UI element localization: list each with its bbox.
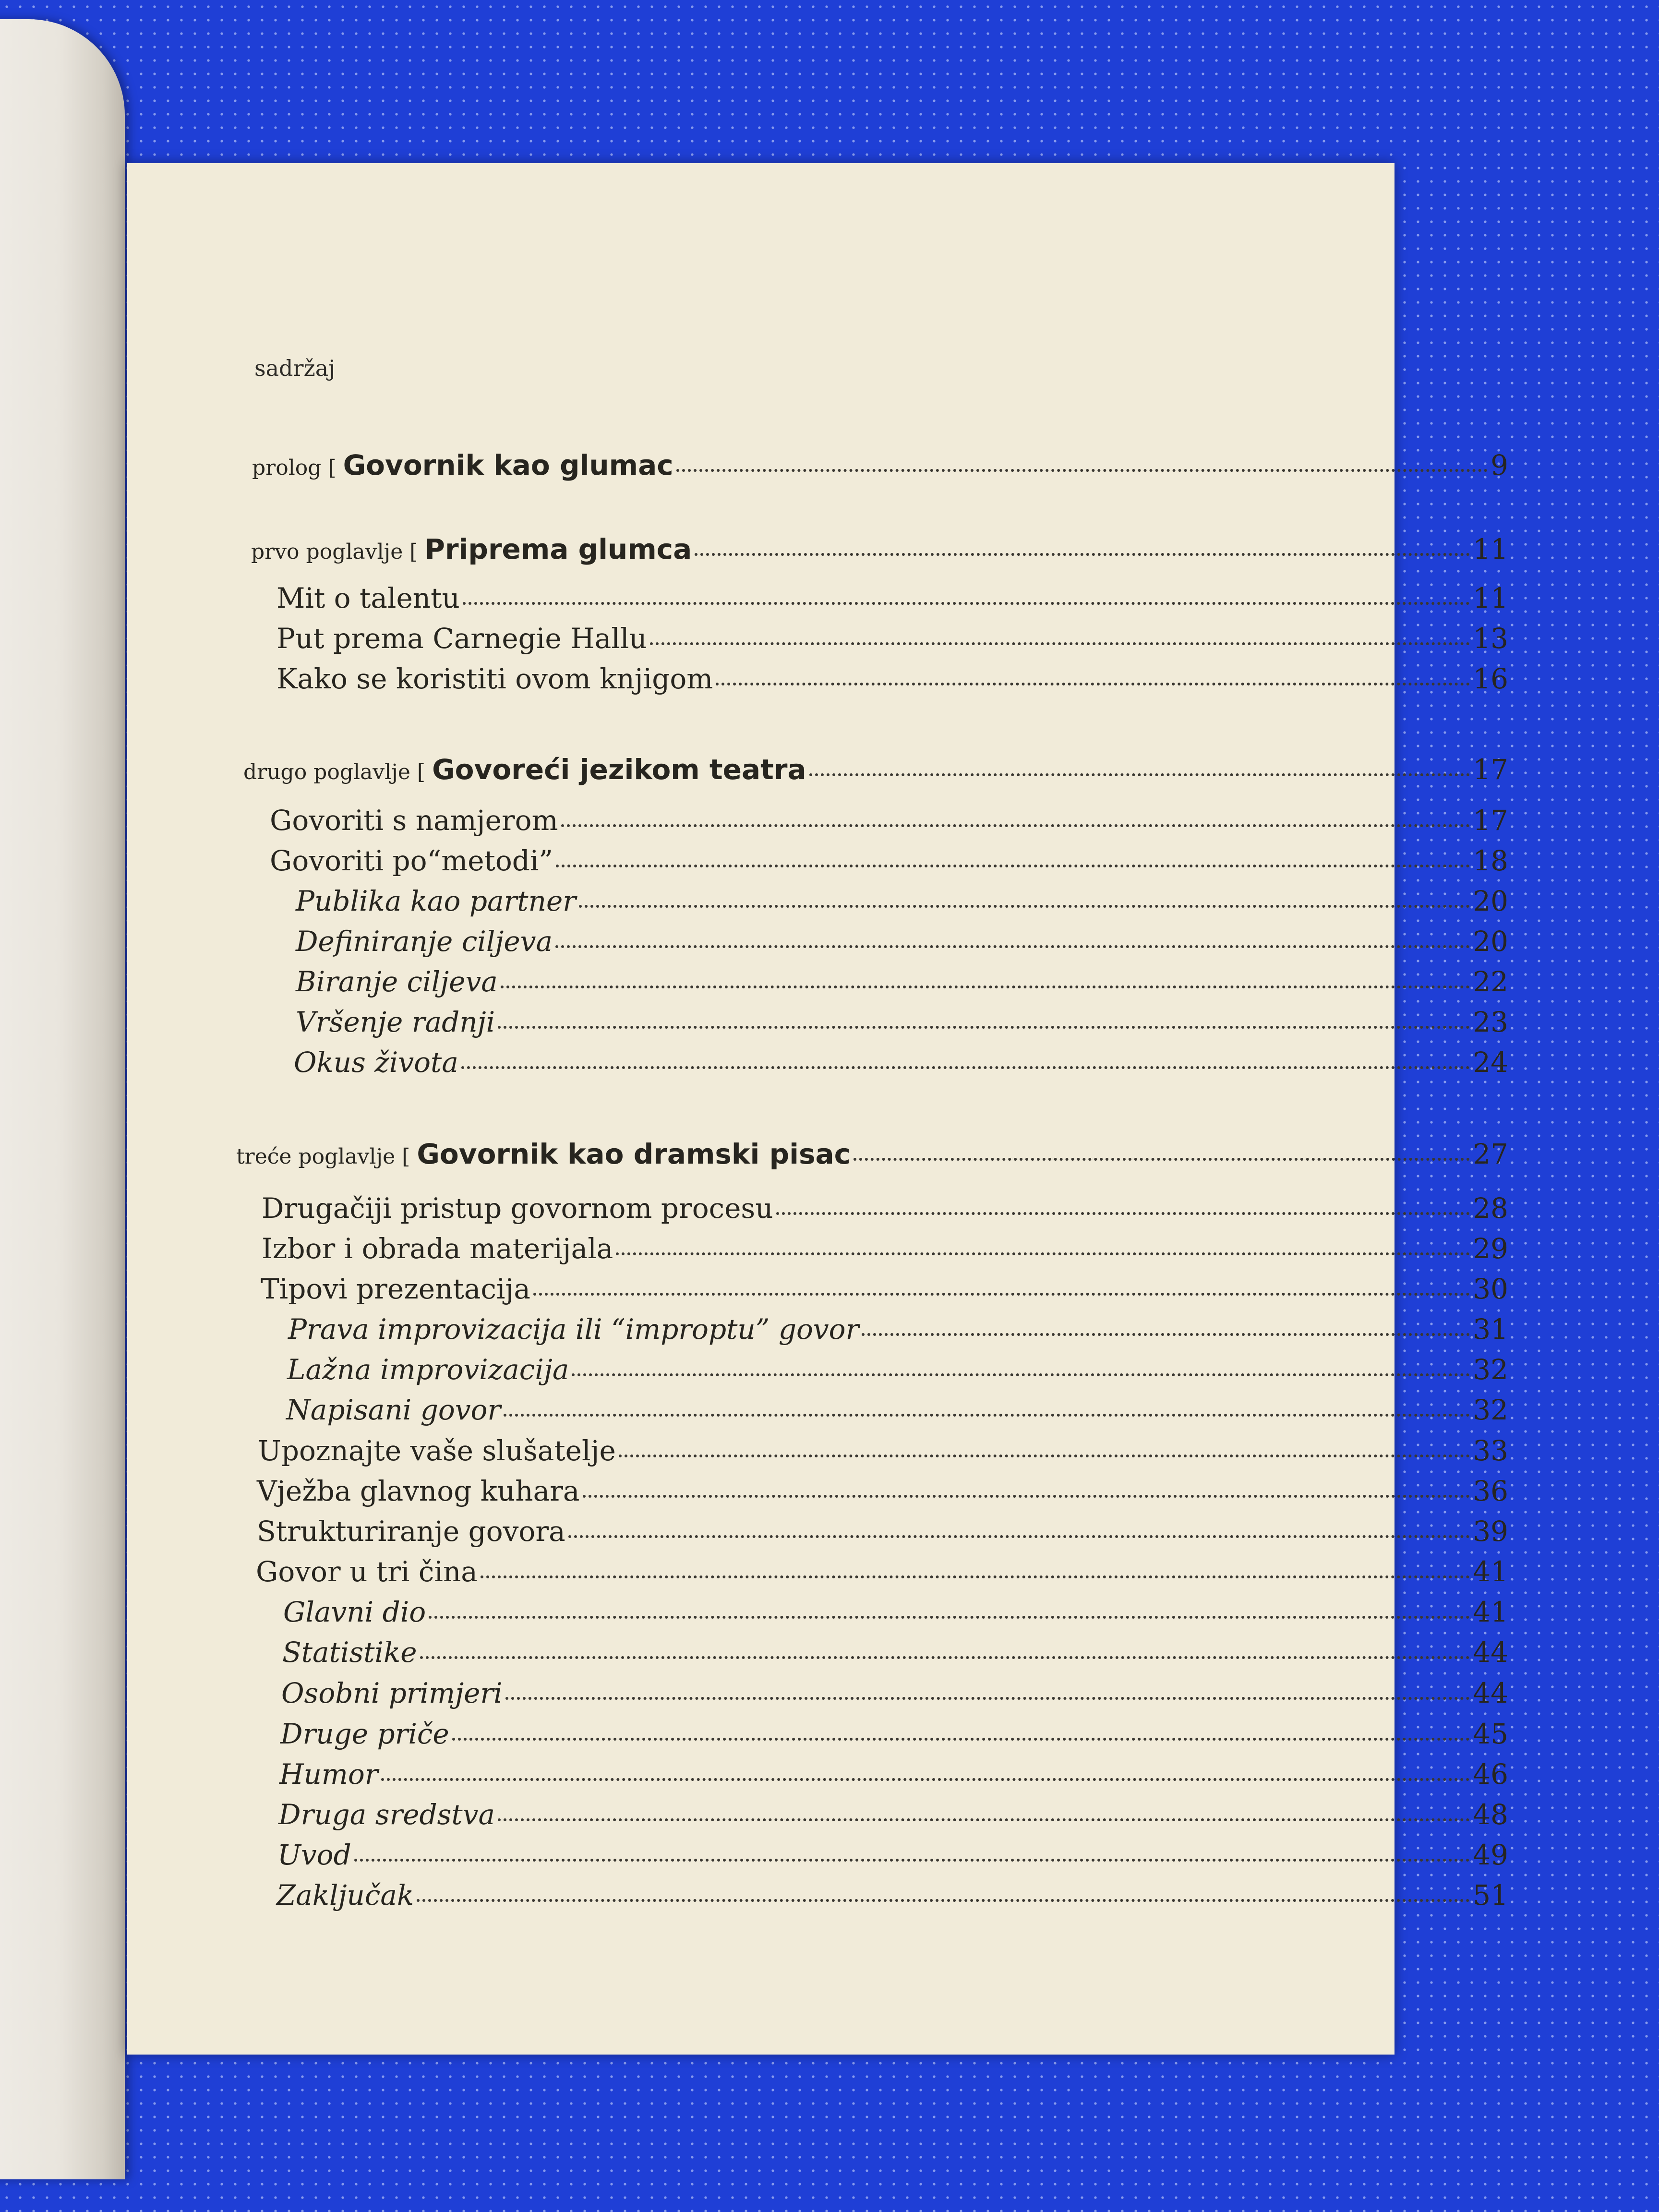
toc-subentry-row <box>296 885 1508 917</box>
dot-leader <box>695 553 1470 556</box>
dot-leader <box>501 986 1470 988</box>
dot-leader <box>579 905 1470 908</box>
page-number: 27 <box>1473 1138 1508 1170</box>
dot-leader <box>498 1026 1470 1029</box>
page-number: 22 <box>1473 965 1508 998</box>
toc-subentry-row <box>287 1353 1508 1386</box>
chapter-prefix: treće poglavlje [ <box>236 1144 410 1169</box>
entry-title: Upoznajte vaše slušatelje <box>258 1434 616 1467</box>
chapter-title: Govornik kao glumac <box>343 449 673 481</box>
entry-title: Vježba glavnog kuhara <box>257 1475 580 1507</box>
page-number: 41 <box>1473 1555 1508 1588</box>
toc-subentry-row <box>278 1798 1508 1831</box>
dot-leader <box>568 1535 1470 1538</box>
dot-leader <box>429 1616 1470 1619</box>
dot-leader <box>572 1373 1470 1376</box>
page-number: 23 <box>1473 1006 1508 1038</box>
toc-entry-row <box>257 1515 1508 1548</box>
dot-leader <box>498 1818 1470 1821</box>
dot-leader <box>616 1252 1470 1255</box>
page-number: 39 <box>1473 1515 1508 1548</box>
entry-title: Publika kao partner <box>296 885 576 917</box>
toc-heading: sadržaj <box>254 355 336 381</box>
dot-leader <box>481 1575 1470 1578</box>
entry-title: Izbor i obrada materijala <box>262 1232 613 1265</box>
toc-subentry-row <box>282 1636 1508 1669</box>
chapter-title: Govornik kao dramski pisac <box>417 1138 851 1170</box>
dot-leader <box>555 945 1470 948</box>
entry-title: Zaključak <box>276 1879 414 1911</box>
entry-title: Definiranje ciljeva <box>296 925 553 958</box>
entry-title: Prava improvizacija ili “improptu” govor <box>288 1313 859 1346</box>
dot-leader <box>417 1899 1470 1902</box>
entry-title: Biranje ciljeva <box>296 965 498 998</box>
entry-title: Tipovi prezentacija <box>261 1273 530 1305</box>
entry-title: Kako se koristiti ovom knjigom <box>276 662 713 695</box>
facing-page <box>0 19 125 2179</box>
chapter-prefix: prolog [ <box>252 456 337 480</box>
entry-title: Druga sredstva <box>278 1798 495 1831</box>
entry-title: Govoriti po“metodi” <box>270 844 553 877</box>
page-number: 11 <box>1473 533 1508 565</box>
page-number: 9 <box>1491 449 1508 481</box>
toc-chapter-row <box>252 449 1508 481</box>
dot-leader <box>461 1066 1470 1069</box>
page-number: 16 <box>1473 662 1508 695</box>
dot-leader <box>583 1495 1470 1498</box>
toc-entry-row <box>270 844 1508 877</box>
page-number: 45 <box>1473 1718 1508 1750</box>
toc-subentry-row <box>294 1046 1508 1079</box>
toc-entry-row <box>262 1232 1508 1265</box>
toc-entry-row <box>276 582 1508 614</box>
dot-leader <box>504 1414 1470 1417</box>
dot-leader <box>650 642 1470 645</box>
toc-subentry-row <box>277 1839 1508 1871</box>
dot-leader <box>452 1738 1470 1741</box>
page-number: 17 <box>1473 753 1508 786</box>
dot-leader <box>556 865 1470 867</box>
chapter-title: Priprema glumca <box>424 533 692 565</box>
toc-entry-row <box>256 1555 1508 1588</box>
page-number: 20 <box>1473 925 1508 958</box>
toc-subentry-row <box>283 1596 1508 1628</box>
toc-entry-row <box>258 1434 1508 1467</box>
page-number: 11 <box>1473 582 1508 614</box>
chapter-label <box>243 753 806 786</box>
dot-leader <box>420 1656 1470 1659</box>
entry-title: Put prema Carnegie Hallu <box>276 622 647 655</box>
dot-leader <box>676 469 1488 472</box>
dot-leader <box>809 773 1470 776</box>
chapter-label <box>252 449 673 481</box>
dot-leader <box>854 1158 1470 1161</box>
toc-subentry-row <box>276 1879 1508 1911</box>
toc-entry-row <box>276 622 1508 655</box>
entry-title: Druge priče <box>280 1718 449 1750</box>
chapter-prefix: prvo poglavlje [ <box>251 540 418 564</box>
toc-subentry-row <box>279 1758 1508 1791</box>
dot-leader <box>776 1212 1470 1215</box>
toc-chapter-row <box>243 753 1508 786</box>
page-number: 30 <box>1473 1273 1508 1305</box>
dot-leader <box>533 1293 1470 1296</box>
toc-subentry-row <box>296 965 1508 998</box>
chapter-label <box>251 533 692 565</box>
toc-subentry-row <box>286 1394 1508 1426</box>
toc-subentry-row <box>296 1006 1508 1038</box>
page-number: 31 <box>1473 1313 1508 1346</box>
entry-title: Glavni dio <box>283 1596 426 1628</box>
dot-leader <box>561 824 1470 827</box>
chapter-title: Govoreći jezikom teatra <box>432 753 806 786</box>
entry-title: Govoriti s namjerom <box>270 804 558 837</box>
toc-entry-row <box>261 1273 1508 1305</box>
page-number: 44 <box>1473 1636 1508 1669</box>
toc-entry-row <box>270 804 1508 837</box>
toc-entry-row <box>276 662 1508 695</box>
page-number: 46 <box>1473 1758 1508 1791</box>
toc-chapter-row <box>236 1138 1508 1170</box>
page-number: 32 <box>1473 1394 1508 1426</box>
entry-title: Govor u tri čina <box>256 1555 478 1588</box>
entry-title: Vršenje radnji <box>296 1006 495 1038</box>
entry-title: Osobni primjeri <box>281 1677 503 1709</box>
page-number: 13 <box>1473 622 1508 655</box>
entry-title: Drugačiji pristup govornom procesu <box>262 1192 773 1225</box>
toc-subentry-row <box>280 1718 1508 1750</box>
chapter-label <box>236 1138 851 1170</box>
entry-title: Uvod <box>277 1839 351 1871</box>
dot-leader <box>716 683 1470 685</box>
page-number: 28 <box>1473 1192 1508 1225</box>
dot-leader <box>505 1697 1470 1700</box>
toc-entry-row <box>262 1192 1508 1225</box>
page-number: 49 <box>1473 1839 1508 1871</box>
entry-title: Statistike <box>282 1636 417 1669</box>
entry-title: Strukturiranje govora <box>257 1515 565 1548</box>
page-number: 32 <box>1473 1353 1508 1386</box>
dot-leader <box>354 1859 1470 1862</box>
page-number: 36 <box>1473 1475 1508 1507</box>
entry-title: Napisani govor <box>286 1394 501 1426</box>
page-number: 20 <box>1473 885 1508 917</box>
dot-leader <box>463 602 1470 605</box>
dot-leader <box>619 1455 1470 1457</box>
entry-title: Okus života <box>294 1046 458 1079</box>
toc-chapter-row <box>251 533 1508 565</box>
toc-subentry-row <box>281 1677 1508 1709</box>
entry-title: Humor <box>279 1758 378 1791</box>
entry-title: Lažna improvizacija <box>287 1353 569 1386</box>
page-number: 33 <box>1473 1434 1508 1467</box>
chapter-prefix: drugo poglavlje [ <box>243 760 426 784</box>
toc-subentry-row <box>288 1313 1508 1346</box>
page-number: 18 <box>1473 844 1508 877</box>
page-number: 51 <box>1473 1879 1508 1911</box>
page-number: 29 <box>1473 1232 1508 1265</box>
toc-entry-row <box>257 1475 1508 1507</box>
page-number: 41 <box>1473 1596 1508 1628</box>
dot-leader <box>381 1778 1470 1781</box>
toc-subentry-row <box>296 925 1508 958</box>
dot-leader <box>862 1333 1470 1336</box>
page-number: 24 <box>1473 1046 1508 1079</box>
page-number: 48 <box>1473 1798 1508 1831</box>
page-number: 44 <box>1473 1677 1508 1709</box>
page-number: 17 <box>1473 804 1508 837</box>
entry-title: Mit o talentu <box>276 582 460 614</box>
